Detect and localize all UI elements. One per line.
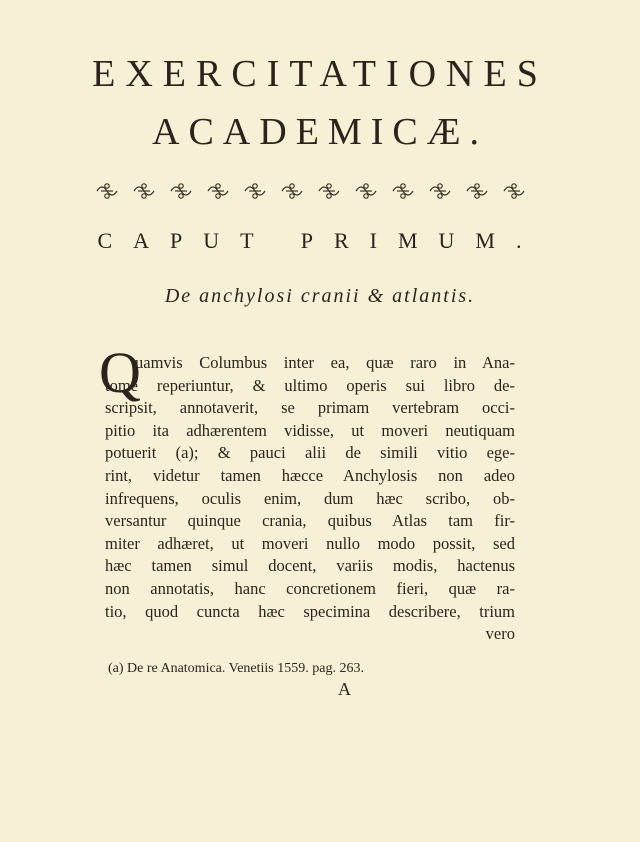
text-line: versantur quinque crania, quibus Atlas tam fir- <box>105 511 515 531</box>
chapter-heading: CAPUT PRIMUM. <box>97 228 543 253</box>
text-line: hæc tamen simul docent, variis modis, hactenus <box>105 556 515 576</box>
text-line: pitio ita adhærentem vidisse, ut moveri neutiquam <box>105 420 515 440</box>
ornament-border-icon <box>95 180 545 202</box>
ornament-border <box>95 180 545 202</box>
text-line: potuerit (a); & pauci alii de simili vitio ege- <box>105 443 515 463</box>
text-line: tio, quod cuncta hæc specimina describere, trium <box>105 601 515 621</box>
text-line: tome reperiuntur, & ultimo operis sui libro de- <box>105 375 515 395</box>
text-line: uamvis Columbus inter ea, quæ raro in Ana- <box>135 353 515 372</box>
drop-cap: Q <box>99 340 141 405</box>
text-line: infrequens, oculis enim, dum hæc scribo, ob- <box>105 488 515 508</box>
title-line-1: EXERCITATIONES <box>92 53 548 95</box>
footnote: (a) De re Anatomica. Venetiis 1559. pag. 263. <box>108 661 364 676</box>
signature-mark: A <box>338 679 351 699</box>
text-line: rint, videtur tamen hæcce Anchylosis non adeo <box>105 465 515 485</box>
text-line: miter adhæret, ut moveri nullo modo possit, sed <box>105 533 515 553</box>
text-line: scripsit, annotaverit, se primam vertebram occi- <box>105 398 515 418</box>
catchword: vero <box>485 624 515 644</box>
body-paragraph <box>99 340 515 646</box>
title-line-2: ACADEMICÆ. <box>152 111 488 153</box>
chapter-subtitle: De anchylosi cranii & atlantis. <box>164 285 476 307</box>
text-line: non annotatis, hanc concretionem fieri, quæ ra- <box>105 578 515 598</box>
